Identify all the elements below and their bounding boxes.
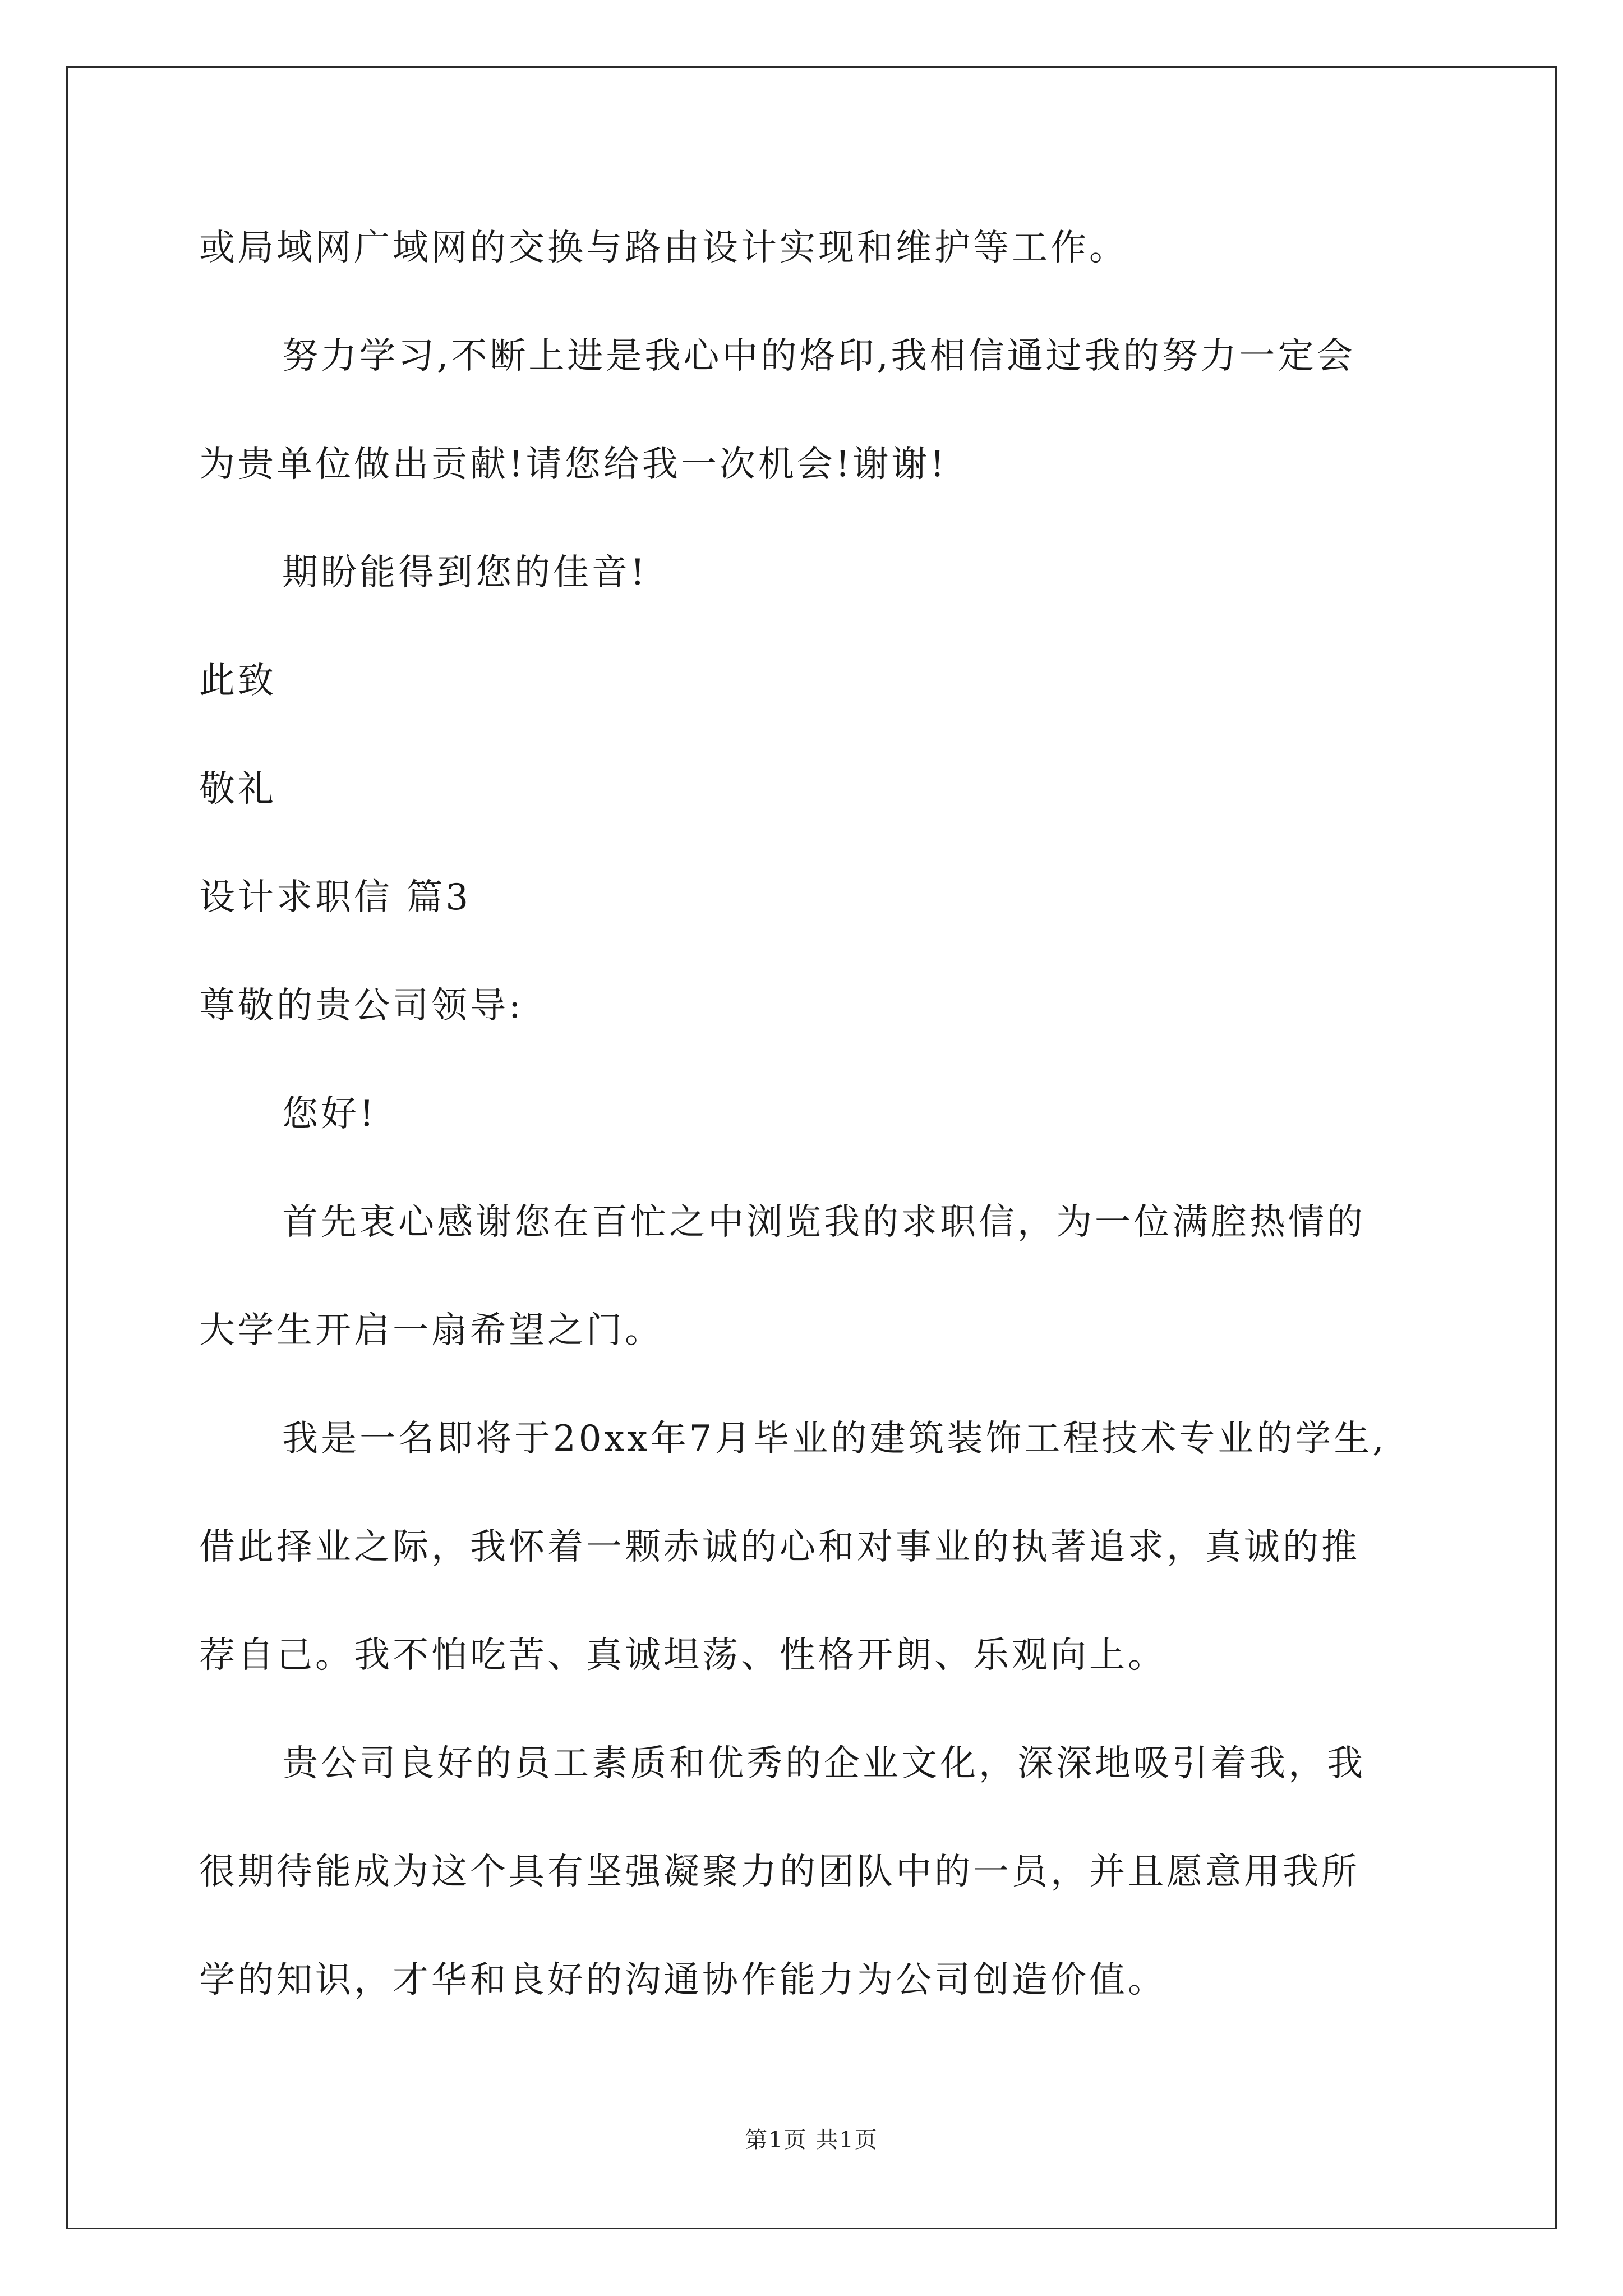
text-line: 或局域网广域网的交换与路由设计实现和维护等工作。 (199, 227, 1128, 269)
paragraph-line: 我是一名即将于20xx年7月毕业的建筑装饰工程技术专业的学生, (282, 1418, 1387, 1460)
greeting-line: 您好! (282, 1093, 377, 1135)
closing-salutation: 此致 (199, 660, 276, 702)
text-line: 荐自己。我不怕吃苦、真诚坦荡、性格开朗、乐观向上。 (199, 1635, 1166, 1676)
text-line: 为贵单位做出贡献!请您给我一次机会!谢谢! (199, 444, 948, 485)
text-line: 学的知识，才华和良好的沟通协作能力为公司创造价值。 (199, 1959, 1166, 2001)
letter-salutation: 尊敬的贵公司领导: (199, 985, 524, 1027)
text-line: 借此择业之际，我怀着一颗赤诚的心和对事业的执著追求，真诚的推 (199, 1526, 1360, 1568)
paragraph-line: 首先衷心感谢您在百忙之中浏览我的求职信，为一位满腔热情的 (282, 1202, 1366, 1243)
page-border (66, 66, 1557, 2229)
text-line: 大学生开启一扇希望之门。 (199, 1310, 663, 1351)
text-line: 很期待能成为这个具有坚强凝聚力的团队中的一员，并且愿意用我所 (199, 1851, 1360, 1893)
section-heading: 设计求职信 篇3 (199, 877, 472, 918)
paragraph-line: 努力学习,不断上进是我心中的烙印,我相信通过我的努力一定会 (282, 335, 1355, 377)
page-number: 第1页 共1页 (745, 2127, 878, 2153)
closing-regards: 敬礼 (199, 769, 276, 810)
paragraph-line: 期盼能得到您的佳音! (282, 552, 648, 593)
paragraph-line: 贵公司良好的员工素质和优秀的企业文化，深深地吸引着我，我 (282, 1743, 1366, 1784)
